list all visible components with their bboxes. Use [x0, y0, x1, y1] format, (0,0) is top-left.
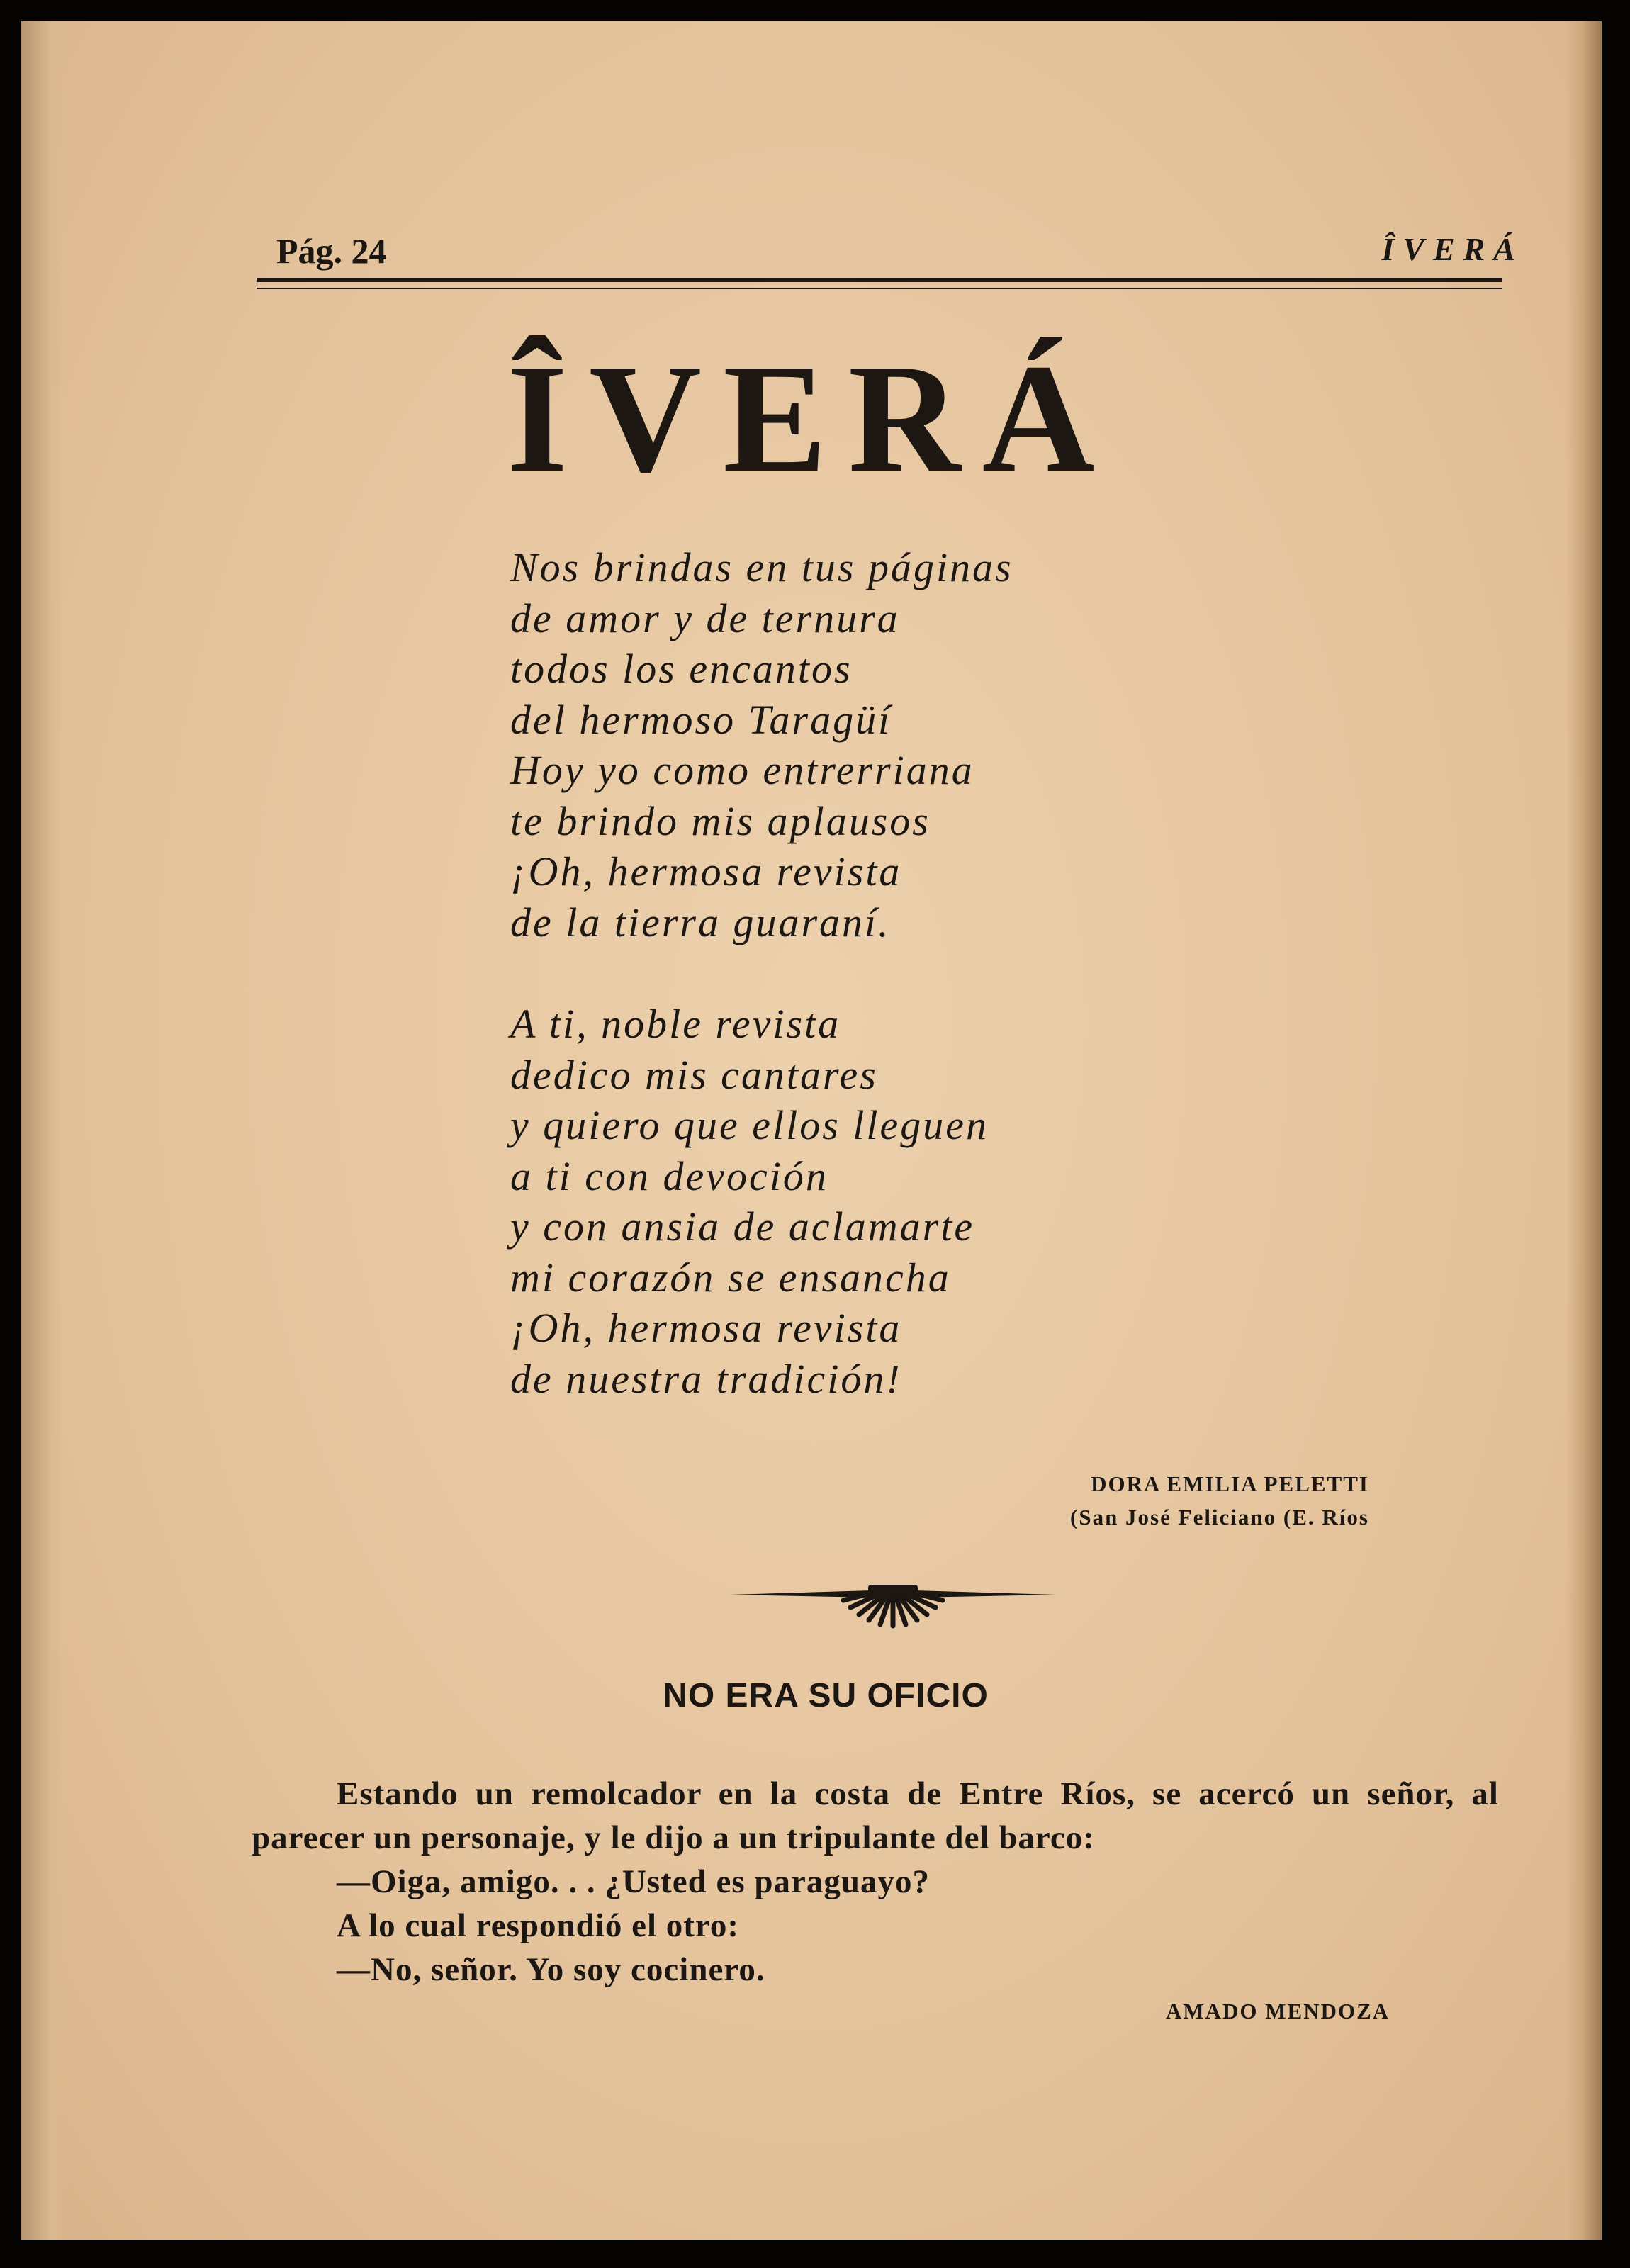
poem-line: a ti con devoción: [510, 1152, 828, 1199]
poem-author-block: [1070, 1467, 1369, 1534]
poem-stanza-1: [510, 542, 1013, 948]
story-paragraph: A lo cual respondió el otro:: [337, 1907, 740, 1944]
story-paragraph: —Oiga, amigo. . . ¿Usted es paraguayo?: [337, 1863, 930, 1900]
poem-stanza-2: [510, 999, 1013, 1404]
poem-author-name: DORA EMILIA PELETTI: [1091, 1471, 1369, 1496]
poem-line: ¡Oh, hermosa revista: [510, 848, 902, 894]
poem-line: A ti, noble revista: [510, 1001, 841, 1047]
poem-line: de la tierra guaraní.: [510, 899, 891, 945]
poem-line: mi corazón se ensancha: [510, 1254, 951, 1301]
poem-line: Nos brindas en tus páginas: [510, 544, 1013, 590]
poem: [510, 542, 1013, 1404]
header-rule-thin: [257, 288, 1502, 289]
story-author: AMADO MENDOZA: [1166, 1999, 1390, 2023]
running-title: ÎVERÁ: [1381, 231, 1524, 267]
poem-line: de amor y de ternura: [510, 595, 900, 641]
poem-line: dedico mis cantares: [510, 1051, 878, 1098]
story-paragraph: —No, señor. Yo soy cocinero.: [337, 1951, 765, 1988]
poem-author-place: (San José Feliciano (E. Ríos: [1070, 1505, 1369, 1529]
fan-ornament-icon: [730, 1573, 1056, 1630]
poem-line: todos los encantos: [510, 646, 853, 692]
page-header: [255, 223, 1524, 280]
poem-line: y quiero que ellos lleguen: [510, 1102, 989, 1148]
poem-line: de nuestra tradición!: [510, 1355, 902, 1402]
poem-line: te brindo mis aplausos: [510, 797, 931, 844]
poem-line: y con ansia de aclamarte: [510, 1203, 975, 1250]
story-body: [252, 1772, 1499, 1992]
poem-line: del hermoso Taragüí: [510, 696, 892, 743]
masthead-title: ÎVERÁ: [507, 332, 1116, 505]
story-paragraph: Estando un remolcador en la costa de Entre Ríos, se acercó un señor, al parecer un personaje, y le dijo a un tripulante del barco:: [252, 1775, 1499, 1856]
story-title: NO ERA SU OFICIO: [663, 1677, 989, 1714]
header-rule-thick: [257, 278, 1502, 282]
magazine-page: [21, 21, 1602, 2240]
page-number: Pág. 24: [276, 231, 387, 271]
poem-line: ¡Oh, hermosa revista: [510, 1305, 902, 1351]
poem-line: Hoy yo como entrerriana: [510, 747, 974, 793]
